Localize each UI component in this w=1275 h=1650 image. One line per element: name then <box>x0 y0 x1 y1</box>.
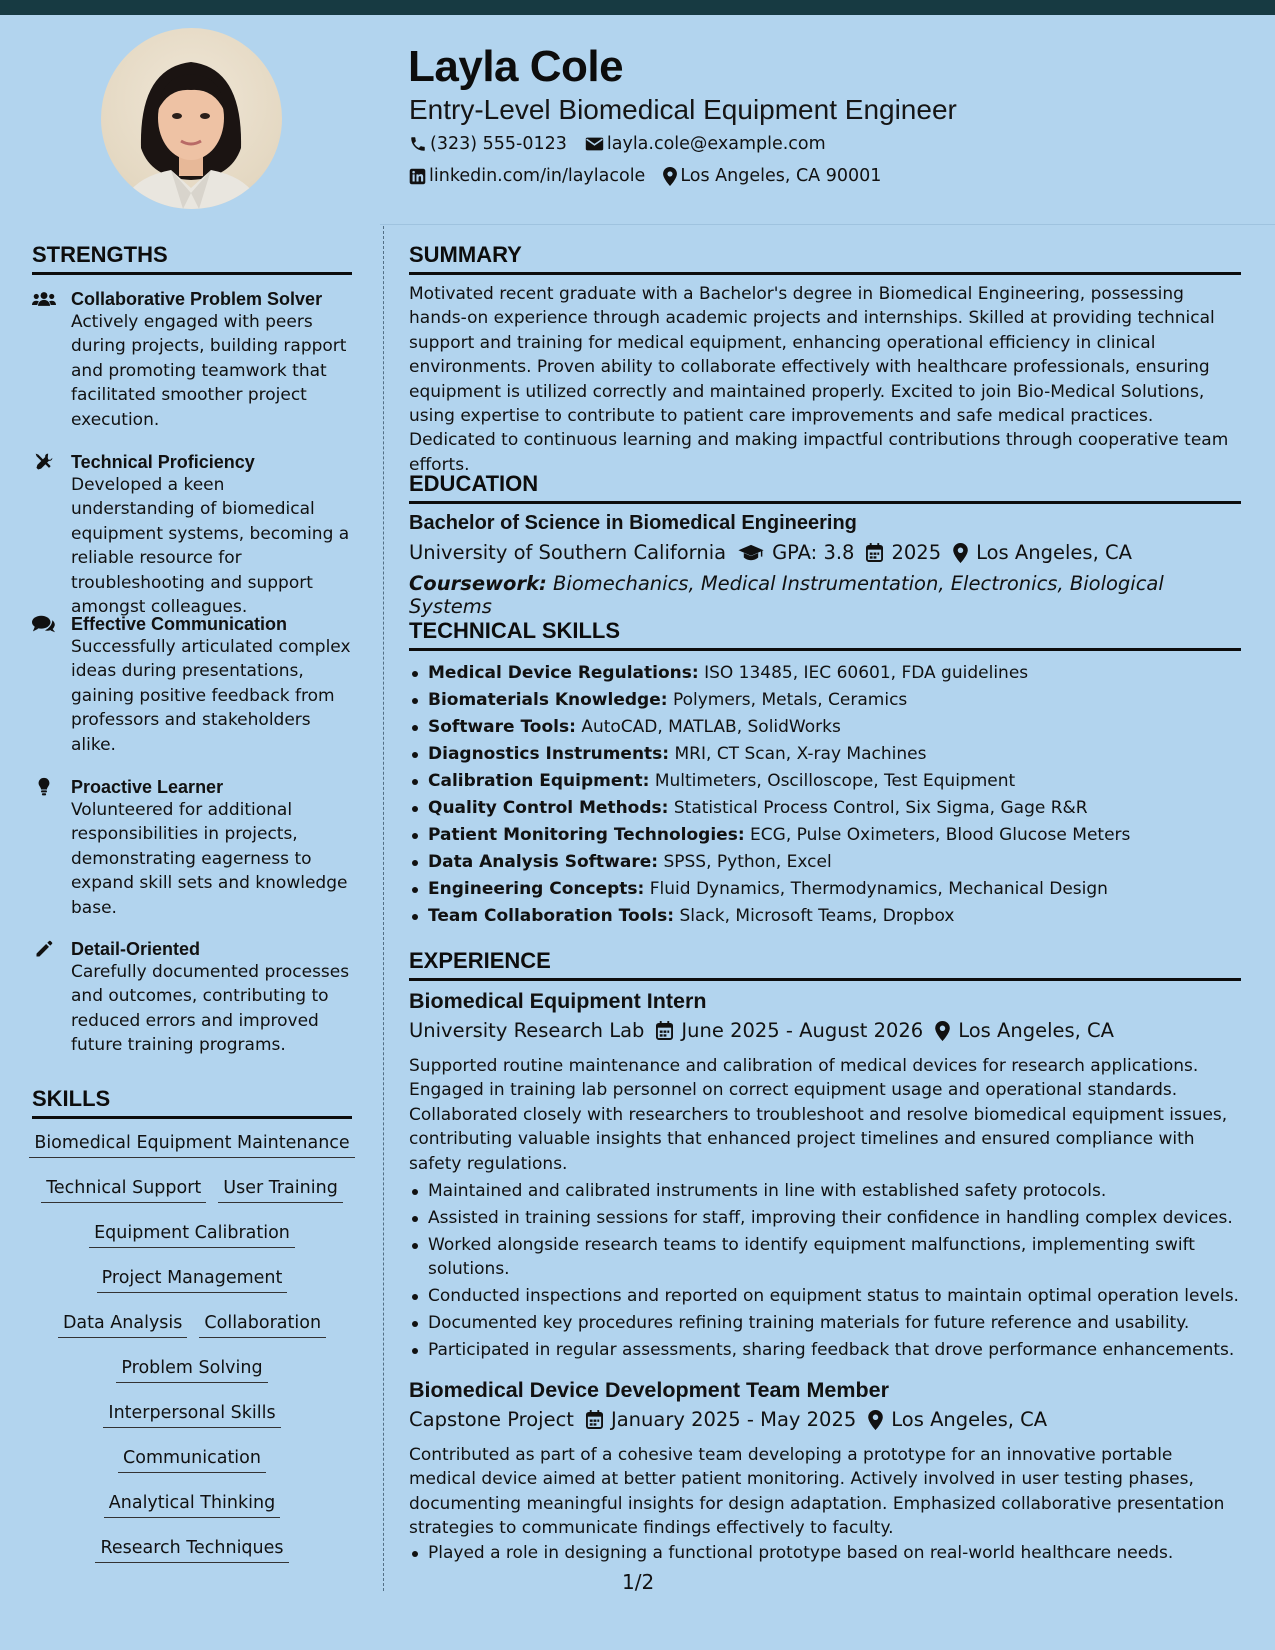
coursework-label: Coursework: <box>409 572 547 595</box>
skill-tag: Research Techniques <box>95 1536 288 1563</box>
tech-skill-label: Software Tools: <box>428 717 576 737</box>
avatar <box>101 28 282 209</box>
candidate-name: Layla Cole <box>408 42 624 91</box>
skill-row <box>32 1491 352 1536</box>
job-title: Biomedical Device Development Team Member <box>409 1378 889 1402</box>
top-bar <box>0 0 1275 15</box>
summary-text: Motivated recent graduate with a Bachelor's degree in Biomedical Engineering, possessing hands-on experience through academic projects and internships. Skilled at providing technical support and training for medical equipment, enhancing operational efficiency in clinical environments. Proven ability to collaborate effectively with healthcare professionals, ensuring equipment is utilized correctly and maintained properly. Excited to join Bio-Medical Solutions, using expertise to contribute to patient care improvements and safe medical practices. Dedicated to continuous learning and making impactful contributions through cooperative team efforts. <box>409 284 1229 475</box>
education-degree: Bachelor of Science in Biomedical Engineering <box>409 512 857 534</box>
tech-skill-value: ECG, Pulse Oximeters, Blood Glucose Meters <box>750 825 1131 845</box>
lightbulb-icon <box>32 777 56 797</box>
job-location: Los Angeles, CA <box>891 1408 1048 1431</box>
tech-skill-label: Patient Monitoring Technologies: <box>428 825 745 845</box>
strength-title: Detail-Oriented <box>71 939 201 959</box>
pencil-icon <box>32 939 56 959</box>
job-dates: January 2025 - May 2025 <box>610 1408 857 1431</box>
list-item: Played a role in designing a functional prototype based on real-world healthcare needs. <box>409 1541 1239 1565</box>
list-item: Conducted inspections and reported on equipment status to maintain optimal operation levels. <box>409 1284 1239 1308</box>
contact-row-2 <box>409 166 899 186</box>
linkedin-text[interactable]: linkedin.com/in/laylacole <box>429 166 646 186</box>
job-meta <box>409 1019 1239 1042</box>
education-gpa: GPA: 3.8 <box>772 541 855 564</box>
list-item <box>409 687 1239 714</box>
tech-skill-label: Biomaterials Knowledge: <box>428 690 668 710</box>
tech-skill-label: Data Analysis Software: <box>428 852 659 872</box>
strength-title: Collaborative Problem Solver <box>71 289 323 309</box>
job-description: Contributed as part of a cohesive team developing a prototype for an innovative portable medical device aimed at better patient monitoring. Actively involved in user testing phases, documenting meaningful insights for design adaptation. Emphasized collaborative presentation strategies to communicate findings effectively to faculty. <box>409 1445 1225 1539</box>
skill-row <box>32 1266 352 1311</box>
summary-heading: SUMMARY <box>409 242 1241 275</box>
skill-tag: Collaboration <box>199 1311 326 1338</box>
strength-item <box>32 938 352 1058</box>
calendar-icon <box>656 1021 673 1040</box>
skills-list <box>32 1131 352 1581</box>
skill-row <box>32 1221 352 1266</box>
location-contact <box>663 166 881 186</box>
education-coursework <box>409 572 1239 618</box>
strength-item <box>32 613 352 757</box>
experience-heading: EXPERIENCE <box>409 948 1241 981</box>
list-item <box>409 876 1239 903</box>
job-title: Biomedical Equipment Intern <box>409 989 707 1013</box>
job-location: Los Angeles, CA <box>958 1019 1115 1042</box>
technical-skills-heading: TECHNICAL SKILLS <box>409 618 1241 651</box>
strength-desc: Actively engaged with peers during projects, building rapport and promoting teamwork that facilitated smoother project execution. <box>71 312 347 430</box>
strength-desc: Volunteered for additional responsibilities in projects, demonstrating eagerness to expand skill sets and knowledge base. <box>71 800 348 918</box>
map-marker-icon <box>663 167 677 186</box>
skill-tag: User Training <box>218 1176 343 1203</box>
tech-skill-label: Quality Control Methods: <box>428 798 669 818</box>
skill-tag: Analytical Thinking <box>104 1491 280 1518</box>
phone-text[interactable]: (323) 555-0123 <box>430 134 567 154</box>
strength-title: Effective Communication <box>71 614 288 634</box>
tech-skill-value: Slack, Microsoft Teams, Dropbox <box>679 906 955 926</box>
education-year: 2025 <box>891 541 942 564</box>
list-item <box>409 660 1239 687</box>
location-text: Los Angeles, CA 90001 <box>680 166 882 186</box>
tech-skill-value: SPSS, Python, Excel <box>663 852 832 872</box>
list-item: Participated in regular assessments, sharing feedback that drove performance enhancements. <box>409 1338 1239 1362</box>
strength-desc: Carefully documented processes and outcomes, contributing to reduced errors and improved future training programs. <box>71 962 350 1056</box>
column-divider <box>383 226 384 1591</box>
list-item <box>409 741 1239 768</box>
linkedin-icon <box>409 168 426 185</box>
strength-item <box>32 288 352 432</box>
tech-skill-value: MRI, CT Scan, X-ray Machines <box>674 744 927 764</box>
list-item: Assisted in training sessions for staff, improving their confidence in handling complex devices. <box>409 1206 1239 1230</box>
calendar-icon <box>586 1410 603 1429</box>
tech-skill-label: Diagnostics Instruments: <box>428 744 670 764</box>
job-bullets <box>409 1179 1239 1362</box>
education-heading: EDUCATION <box>409 471 1241 504</box>
list-item <box>409 822 1239 849</box>
list-item <box>409 849 1239 876</box>
skill-tag: Data Analysis <box>58 1311 187 1338</box>
skill-row <box>32 1446 352 1491</box>
skill-tag: Equipment Calibration <box>89 1221 295 1248</box>
map-marker-icon <box>953 543 968 563</box>
candidate-title: Entry-Level Biomedical Equipment Engineer <box>409 94 957 125</box>
tech-skill-value: Fluid Dynamics, Thermodynamics, Mechanical Design <box>649 879 1108 899</box>
skill-row <box>32 1401 352 1446</box>
tech-skill-value: Statistical Process Control, Six Sigma, Gage R&R <box>673 798 1088 818</box>
linkedin-contact <box>409 166 645 186</box>
tech-skill-label: Calibration Equipment: <box>428 771 650 791</box>
calendar-icon <box>866 543 883 562</box>
skill-row <box>32 1311 352 1356</box>
job-description: Supported routine maintenance and calibration of medical devices for research applications. Engaged in training lab personnel on correct equipment usage and operational standards. Collaborated closely with researchers to troubleshoot and resolve biomedical equipment issues, contributing valuable insights that enhanced project timelines and ensured compliance with safety regulations. <box>409 1056 1228 1174</box>
list-item: Documented key procedures refining training materials for future reference and usability. <box>409 1311 1239 1335</box>
list-item: Maintained and calibrated instruments in line with established safety protocols. <box>409 1179 1239 1203</box>
phone-icon <box>409 135 427 153</box>
coursework-text: Biomechanics, Medical Instrumentation, Electronics, Biological Systems <box>409 572 1164 618</box>
tech-skill-label: Team Collaboration Tools: <box>428 906 675 926</box>
strength-desc: Successfully articulated complex ideas during presentations, gaining positive feedback from professors and stakeholders alike. <box>71 637 351 755</box>
comments-icon <box>32 614 56 634</box>
email-text[interactable]: layla.cole@example.com <box>606 134 826 154</box>
tech-skill-label: Medical Device Regulations: <box>428 663 699 683</box>
tech-skill-value: AutoCAD, MATLAB, SolidWorks <box>581 717 841 737</box>
tech-skill-value: Polymers, Metals, Ceramics <box>672 690 908 710</box>
skill-tag: Communication <box>118 1446 266 1473</box>
strength-title: Technical Proficiency <box>71 452 255 472</box>
strength-item <box>32 451 352 619</box>
job-dates: June 2025 - August 2026 <box>681 1019 924 1042</box>
job-org: Capstone Project <box>409 1408 574 1431</box>
list-item <box>409 768 1239 795</box>
map-marker-icon <box>868 1410 883 1430</box>
strength-desc: Developed a keen understanding of biomedical equipment systems, becoming a reliable resource for troubleshooting and support amongst colleagues. <box>71 475 350 618</box>
page-number: 1/2 <box>622 1570 655 1594</box>
list-item <box>409 714 1239 741</box>
skill-row <box>32 1176 352 1221</box>
envelope-icon <box>585 136 604 152</box>
education-location: Los Angeles, CA <box>976 541 1132 564</box>
education-school: University of Southern California <box>409 541 727 564</box>
strengths-heading: STRENGTHS <box>32 242 352 275</box>
skill-row <box>32 1131 352 1176</box>
email-contact <box>585 134 826 154</box>
header-divider <box>380 224 1275 225</box>
skill-tag: Interpersonal Skills <box>103 1401 280 1428</box>
list-item: Worked alongside research teams to identify equipment malfunctions, implementing swift solutions. <box>409 1233 1239 1282</box>
job-bullets <box>409 1541 1239 1565</box>
tech-skill-value: Multimeters, Oscilloscope, Test Equipment <box>654 771 1016 791</box>
education-meta <box>409 541 1239 564</box>
skill-tag: Biomedical Equipment Maintenance <box>29 1131 354 1158</box>
contact-row-1 <box>409 134 844 154</box>
strength-title: Proactive Learner <box>71 777 224 797</box>
job-meta <box>409 1408 1239 1431</box>
phone-contact <box>409 134 567 154</box>
list-item <box>409 903 1239 930</box>
tools-icon <box>32 452 56 472</box>
users-icon <box>32 289 56 309</box>
tech-skill-label: Engineering Concepts: <box>428 879 645 899</box>
job-org: University Research Lab <box>409 1019 645 1042</box>
skill-row <box>32 1356 352 1401</box>
skill-row <box>32 1536 352 1581</box>
list-item <box>409 795 1239 822</box>
skill-tag: Technical Support <box>41 1176 206 1203</box>
technical-skills-list <box>409 660 1239 930</box>
skill-tag: Problem Solving <box>116 1356 267 1383</box>
map-marker-icon <box>935 1021 950 1041</box>
tech-skill-value: ISO 13485, IEC 60601, FDA guidelines <box>704 663 1029 683</box>
graduation-cap-icon <box>738 544 764 562</box>
skill-tag: Project Management <box>97 1266 288 1293</box>
strength-item <box>32 776 352 920</box>
skills-heading: SKILLS <box>32 1086 352 1119</box>
